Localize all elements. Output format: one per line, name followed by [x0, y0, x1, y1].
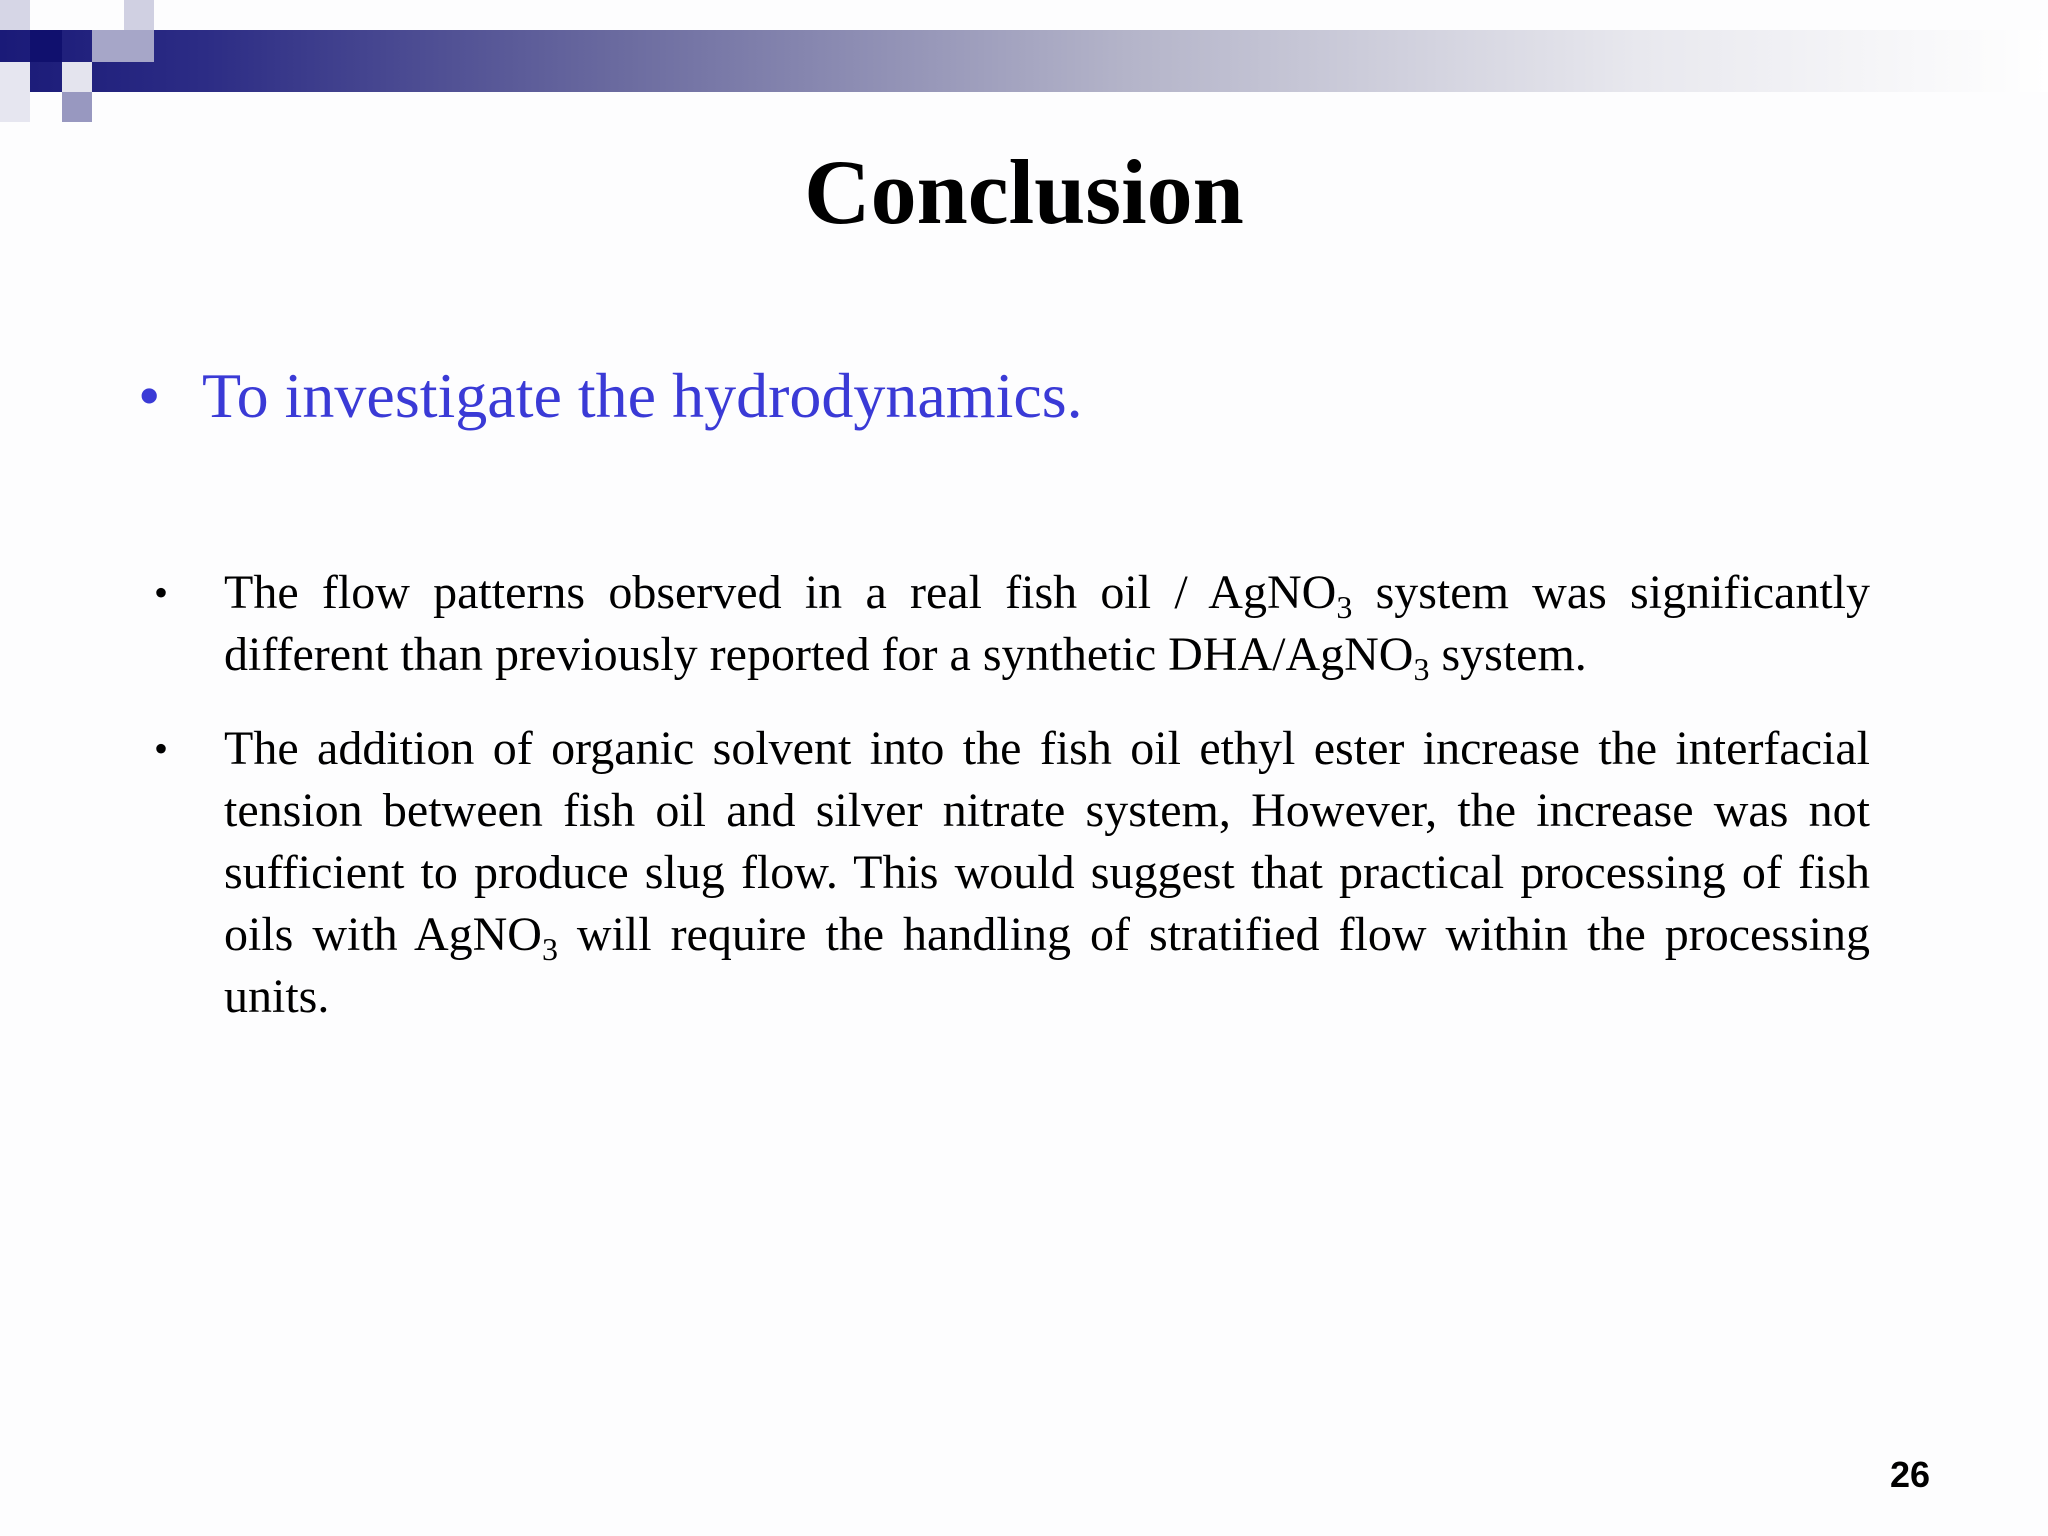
conclusion-point-2 — [150, 718, 1870, 1028]
decorative-square — [30, 30, 62, 62]
subscript: 3 — [1413, 651, 1430, 687]
decorative-square — [0, 0, 30, 30]
point-text: The flow patterns observed in a real fish oil / AgNO — [224, 566, 1337, 619]
conclusion-points — [150, 562, 1870, 1060]
conclusion-point-1 — [150, 562, 1870, 686]
point-text: system was significantly different than previously reported for a synthetic DHA/AgNO — [224, 566, 1871, 681]
bullet-icon: • — [154, 570, 169, 615]
slide-title: Conclusion — [804, 141, 1244, 243]
decorative-square — [0, 62, 30, 122]
decorative-square — [92, 30, 154, 62]
point-text: will require the handling of stratified flow within the processing units. — [224, 908, 1871, 1023]
subscript: 3 — [541, 931, 558, 967]
decorative-square — [124, 0, 154, 30]
main-bullet-text: To investigate the hydrodynamics. — [202, 360, 1083, 431]
main-bullet — [138, 358, 1083, 435]
page-number: 26 — [1889, 1454, 1930, 1495]
decorative-square — [62, 62, 92, 92]
subscript: 3 — [1336, 589, 1353, 625]
point-text: system. — [1429, 628, 1587, 681]
bullet-icon: • — [138, 360, 161, 431]
decorative-square — [62, 92, 92, 122]
point-text: The addition of organic solvent into the fish oil ethyl ester increase the interfacial tension between fish oil and silver nitrate system, However, the increase was not sufficient to produce slug flow. This would suggest that practical processing of fish oils with AgNO — [224, 722, 1870, 961]
bullet-icon: • — [154, 726, 169, 771]
header-gradient-bar — [0, 30, 2048, 92]
